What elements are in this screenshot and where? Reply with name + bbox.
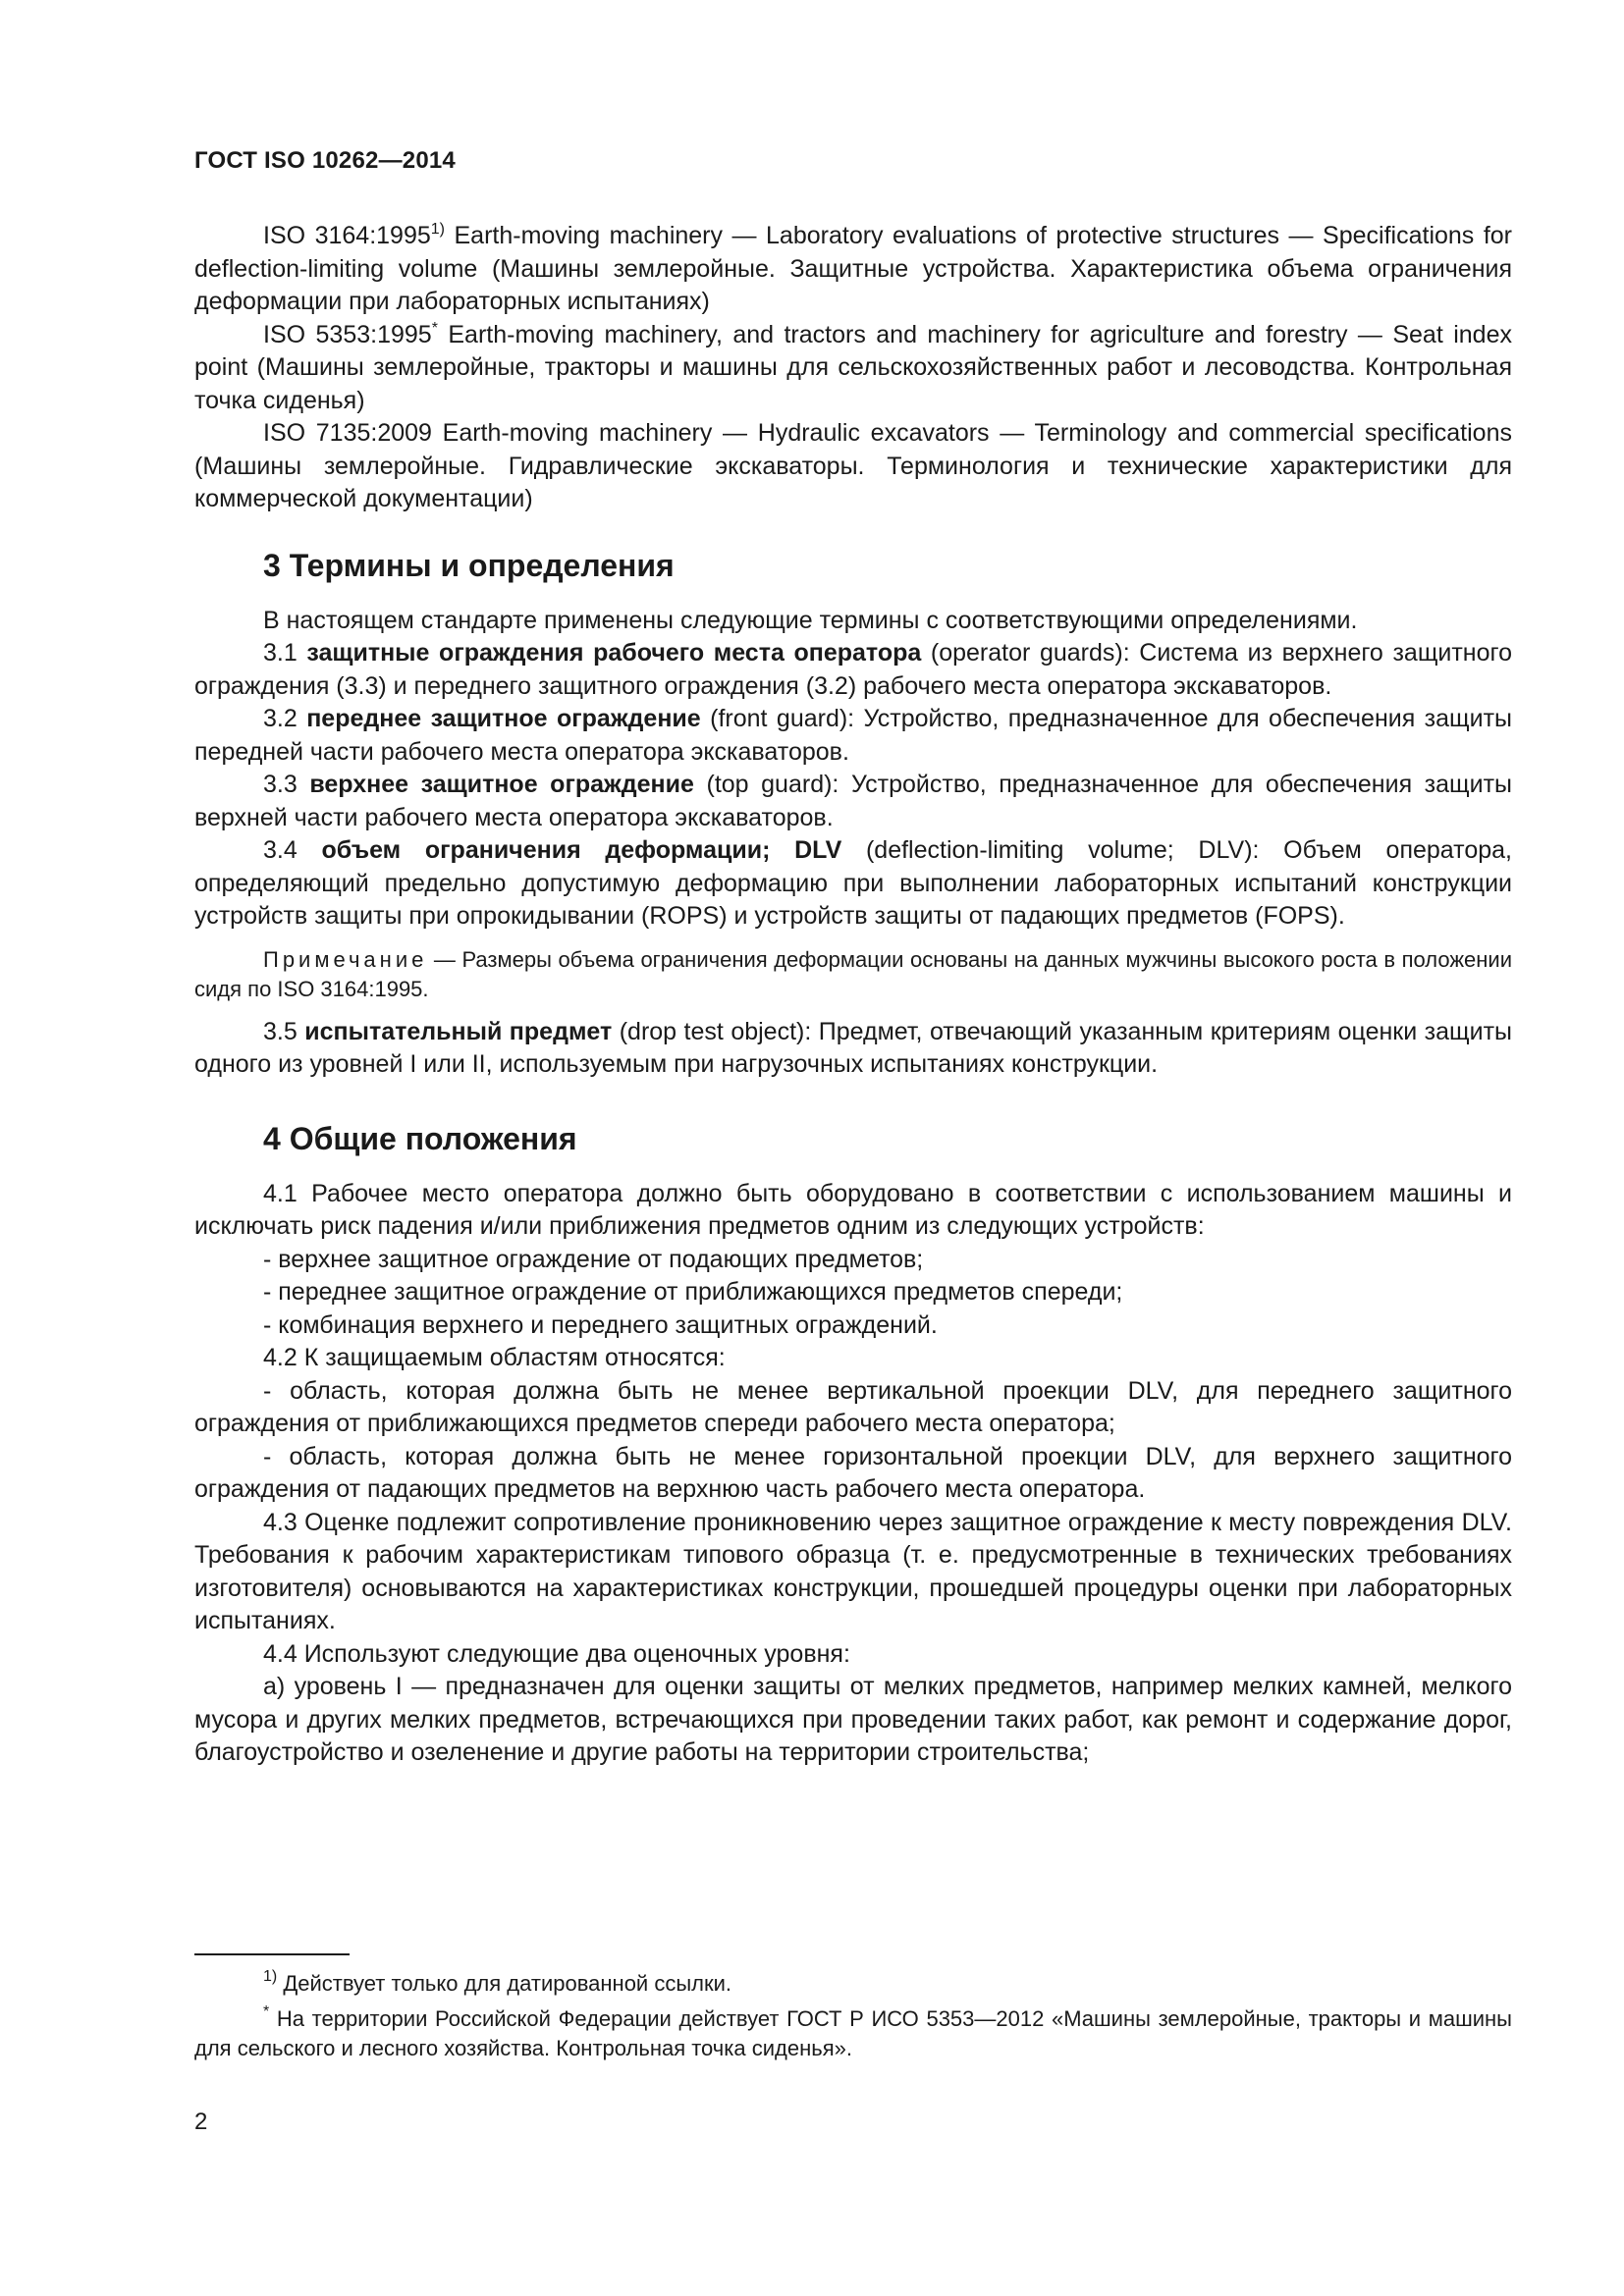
term-name: верхнее защитное ограждение [309, 771, 694, 798]
term-3-1: 3.1 защитные ограждения рабочего места оператора (operator guards): Система из верхнего защитного ограждения (3.3) и переднего защитного ограждения (3.2) рабочего места оператора экскаваторов. [194, 639, 1512, 700]
term-name: защитные ограждения рабочего места оператора [306, 639, 922, 667]
page-number: 2 [194, 2109, 208, 2135]
footnote-asterisk: * На территории Российской Федерации действует ГОСТ Р ИСО 5353—2012 «Машины землеройные, тракторы и машины для сельского и лесного хозяйства. Контрольная точка сиденья». [194, 2003, 1512, 2060]
reference-iso-3164: ISO 3164:1995$^{1)}$ Earth-moving machinery — Laboratory evaluations of protective structures — Specifications for deflection-limiting volume (Машины землеройные. Защитные устройства. Характеристика объема ограничения деформации при лабораторных испытаниях) [194, 221, 1512, 315]
document-header: ГОСТ ISO 10262—2014 [194, 147, 456, 174]
note: Примечание — Размеры объема ограничения деформации основаны на данных мужчины высокого роста в положении сидя по ISO 3164:1995. [194, 946, 1512, 1001]
reference-iso-5353: ISO 5353:1995* Earth-moving machinery, and tractors and machinery for agriculture and forestry — Seat index point (Машины землеройные, тракторы и машины для сельскохозяйственных работ и лесоводства. Контрольная точка сиденья) [194, 319, 1512, 414]
list-item: а) уровень I — предназначен для оценки защиты от мелких предметов, например мелких камней, мелкого мусора и других мелких предметов, встречающихся при проведении таких работ, как ремонт и содержание дорог, благоустройство и озеленение и другие работы на территории строительства; [194, 1673, 1512, 1766]
note-label: Примечание [263, 946, 428, 972]
section-4-heading: 4 Общие положения [263, 1120, 577, 1156]
section-3-heading: 3 Термины и определения [263, 547, 675, 583]
reference-iso-7135: ISO 7135:2009 Earth-moving machinery — Hydraulic excavators — Terminology and commercial specifications (Машины землеройные. Гидравлические экскаваторы. Терминология и технические характеристики для коммерческой документации) [194, 419, 1512, 512]
footnote-mark: * [263, 2003, 270, 2020]
footnote-mark: 1) [430, 221, 445, 238]
list-item: - верхнее защитное ограждение от подающих предметов; [263, 1245, 924, 1273]
term-3-5: 3.5 испытательный предмет (drop test object): Предмет, отвечающий указанным критериям оценки защиты одного из уровней I или II, используемым при нагрузочных испытаниях конструкции. [194, 1017, 1512, 1078]
paragraph-4-1: 4.1 Рабочее место оператора должно быть оборудовано в соответствии с использованием машины и исключать риск падения и/или приближения предметов одним из следующих устройств: [194, 1179, 1512, 1240]
paragraph-4-2: 4.2 К защищаемым областям относятся: [263, 1344, 726, 1371]
footnote-1: $^{1)}$ Действует только для датированной ссылки. [263, 1968, 732, 1996]
footnote-mark: * [431, 319, 438, 337]
footnote-divider [194, 1953, 350, 1955]
list-item: - область, которая должна быть не менее вертикальной проекции DLV, для переднего защитного ограждения от приближающихся предметов спереди рабочего места оператора; [194, 1376, 1512, 1437]
term-name: объем ограничения деформации; DLV [321, 836, 842, 864]
term-3-3: 3.3 верхнее защитное ограждение (top guard): Устройство, предназначенное для обеспечения защиты верхней части рабочего места оператора экскаваторов. [194, 771, 1513, 831]
document-body [194, 220, 1512, 1770]
section-3-intro: В настоящем стандарте применены следующие термины с соответствующими определениями. [263, 606, 1358, 634]
term-3-2: 3.2 переднее защитное ограждение (front guard): Устройство, предназначенное для обеспечения защиты передней части рабочего места оператора экскаваторов. [194, 705, 1512, 766]
paragraph-4-3: 4.3 Оценке подлежит сопротивление проникновению через защитное ограждение к месту повреждения DLV. Требования к рабочим характеристикам типового образца (т. е. предусмотренные в технических требованиях изготовителя) основываются на характеристиках конструкции, прошедшей процедуры оценки при лабораторных испытаниях. [194, 1508, 1512, 1634]
footnote-mark: 1) [263, 1968, 278, 1985]
term-3-4: 3.4 объем ограничения деформации; DLV (deflection-limiting volume; DLV): Объем оператора, определяющий предельно допустимую деформацию при выполнении лабораторных испытаний конструкции устройств защиты при опрокидывании (ROPS) и устройств защиты от падающих предметов (FOPS). [194, 836, 1512, 930]
list-item: - область, которая должна быть не менее горизонтальной проекции DLV, для верхнего защитного ограждения от падающих предметов на верхнюю часть рабочего места оператора. [194, 1442, 1512, 1503]
footnotes [194, 1969, 1512, 2069]
list-item: - комбинация верхнего и переднего защитных ограждений. [263, 1310, 938, 1339]
term-name: испытательный предмет [304, 1017, 613, 1045]
paragraph-4-4: 4.4 Используют следующие два оценочных уровня: [263, 1639, 850, 1668]
list-item: - переднее защитное ограждение от приближающихся предметов спереди; [263, 1278, 1123, 1306]
term-name: переднее защитное ограждение [306, 705, 701, 732]
